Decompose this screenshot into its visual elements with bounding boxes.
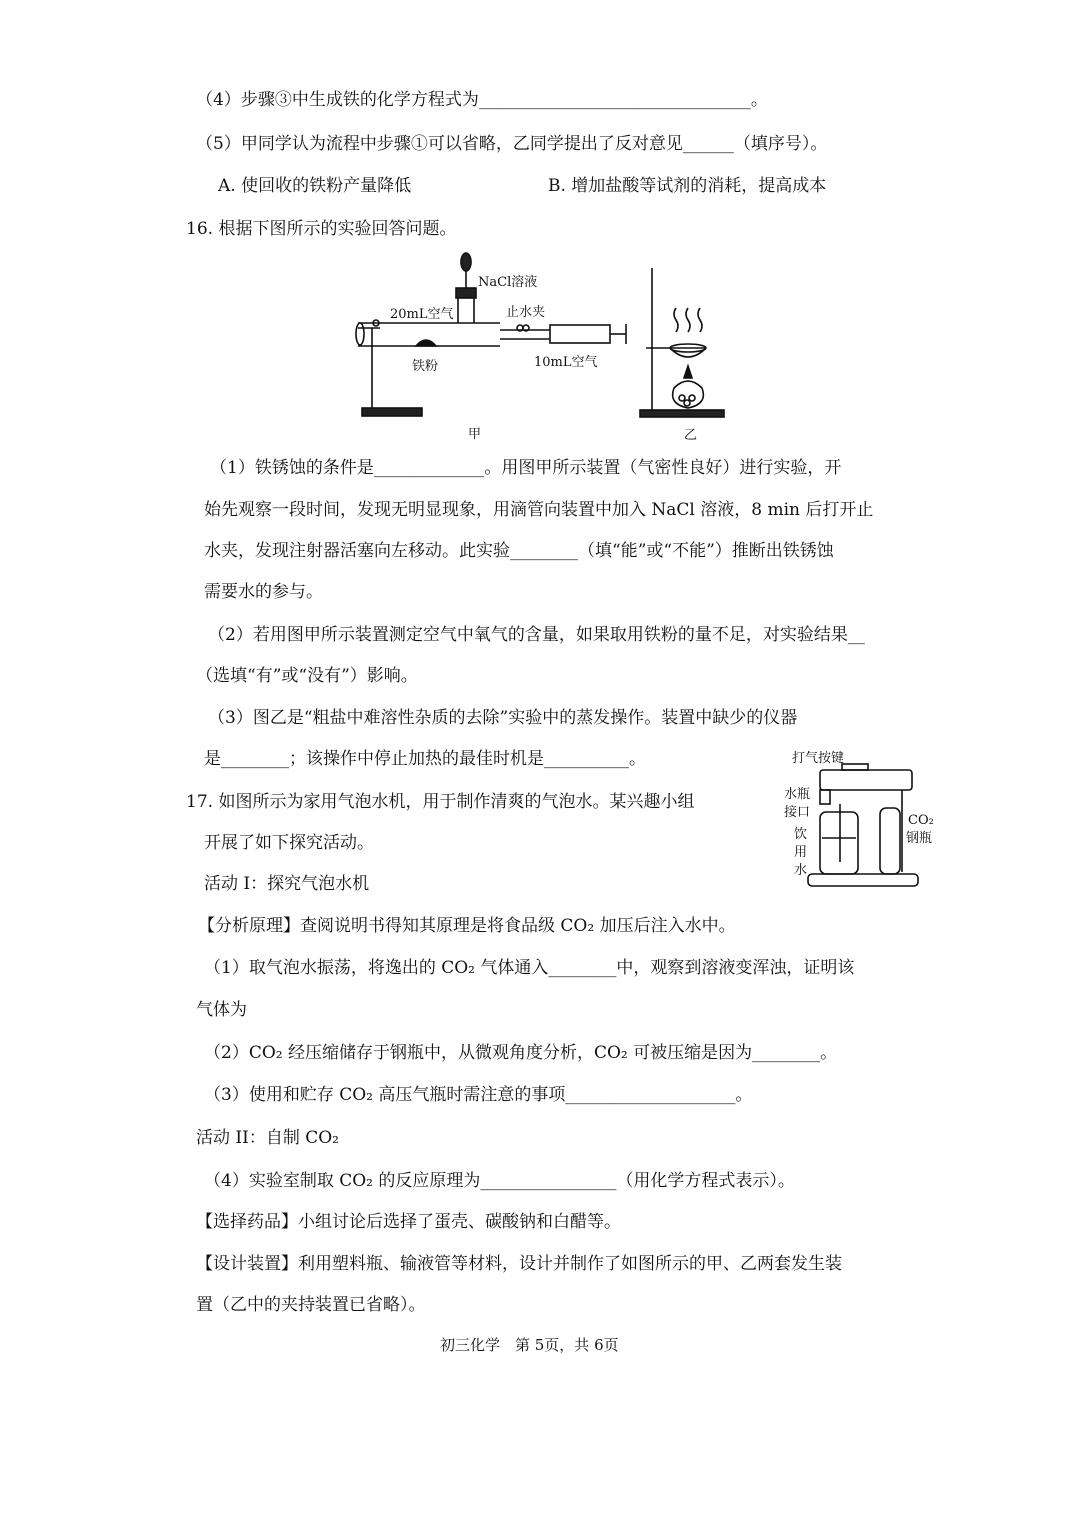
q15-4-line: （4）步骤③中生成铁的化学方程式为________________________________。: [196, 90, 768, 110]
bubble-machine-drawing: [780, 742, 950, 902]
figure-jia-caption: 甲: [468, 427, 482, 442]
label-drinking-water-2: 用: [794, 845, 808, 860]
q17-1-line-a: （1）取气泡水振荡，将逸出的 CO₂ 气体通入________中，观察到溶液变浑浊，证明该: [204, 958, 855, 978]
q17-stem-a: 17. 如图所示为家用气泡水机，用于制作清爽的气泡水。某兴趣小组: [186, 792, 695, 812]
figure-jia: [350, 248, 640, 443]
activity-1-heading: 活动 I：探究气泡水机: [204, 874, 370, 894]
figure-bubble-machine: [780, 742, 950, 902]
label-steel-tank: 钢瓶: [906, 831, 933, 846]
figure-yi: [636, 262, 736, 444]
label-drinking-water-3: 水: [794, 863, 808, 878]
page-footer: 初三化学 第 5页，共 6页: [440, 1336, 619, 1354]
q16-1-line-d: 需要水的参与。: [204, 582, 323, 602]
q16-1-line-a: （1）铁锈蚀的条件是_____________。用图甲所示装置（气密性良好）进行实验，开: [210, 458, 842, 478]
label-bottle-port-1: 水瓶: [784, 787, 811, 802]
label-20ml-air: 20mL空气: [390, 307, 454, 322]
q15-5-line: （5）甲同学认为流程中步骤①可以省略，乙同学提出了反对意见______（填序号）。: [196, 134, 828, 154]
design-device-b: 置（乙中的夹持装置已省略）。: [196, 1295, 426, 1315]
q17-3-line: （3）使用和贮存 CO₂ 高压气瓶时需注意的事项____________________。: [204, 1085, 753, 1105]
q16-1-line-c: 水夹，发现注射器活塞向左移动。此实验________（填“能”或“不能”）推断出铁锈蚀: [204, 541, 834, 561]
select-reagents: 【选择药品】小组讨论后选择了蛋壳、碳酸钠和白醋等。: [196, 1212, 621, 1232]
q16-2-line-a: （2）若用图甲所示装置测定空气中氧气的含量，如果取用铁粉的量不足，对实验结果__: [208, 625, 865, 645]
q16-2-line-b: （选填“有”或“没有”）影响。: [196, 666, 418, 686]
q16-stem: 16. 根据下图所示的实验回答问题。: [186, 219, 457, 239]
q16-3-line-b: 是________；该操作中停止加热的最佳时机是__________。: [204, 749, 646, 769]
design-device-a: 【设计装置】利用塑料瓶、输液管等材料，设计并制作了如图所示的甲、乙两套发生装: [196, 1254, 842, 1274]
label-iron-powder: 铁粉: [412, 359, 439, 374]
figure-yi-drawing: [636, 262, 736, 444]
figure-jia-drawing: [350, 248, 640, 443]
q16-1-line-b: 始先观察一段时间，发现无明显现象，用滴管向装置中加入 NaCl 溶液，8 min 后打开止: [204, 500, 874, 520]
q17-2-line: （2）CO₂ 经压缩储存于钢瓶中，从微观角度分析，CO₂ 可被压缩是因为________。: [204, 1043, 838, 1063]
label-co2: CO₂: [908, 813, 934, 828]
label-drinking-water-1: 饮: [794, 827, 808, 842]
q15-5-option-a: A. 使回收的铁粉产量降低: [218, 176, 412, 196]
label-10ml-air: 10mL空气: [534, 355, 598, 370]
q15-5-option-b: B. 增加盐酸等试剂的消耗，提高成本: [548, 176, 827, 196]
analyze-principle: 【分析原理】查阅说明书得知其原理是将食品级 CO₂ 加压后注入水中。: [198, 916, 736, 936]
label-stop-clamp: 止水夹: [506, 305, 546, 320]
label-nacl-solution: NaCl溶液: [478, 275, 538, 290]
q17-1-line-b: 气体为: [196, 1000, 247, 1020]
activity-2-heading: 活动 II：自制 CO₂: [196, 1128, 339, 1148]
label-bottle-port-2: 接口: [784, 805, 811, 820]
q17-4-line: （4）实验室制取 CO₂ 的反应原理为________________（用化学方程式表示）。: [204, 1171, 795, 1191]
q16-3-line-a: （3）图乙是“粗盐中难溶性杂质的去除”实验中的蒸发操作。装置中缺少的仪器: [208, 708, 798, 728]
q17-stem-b: 开展了如下探究活动。: [204, 833, 374, 853]
figure-yi-caption: 乙: [684, 428, 698, 443]
label-pump-button: 打气按键: [792, 751, 845, 766]
